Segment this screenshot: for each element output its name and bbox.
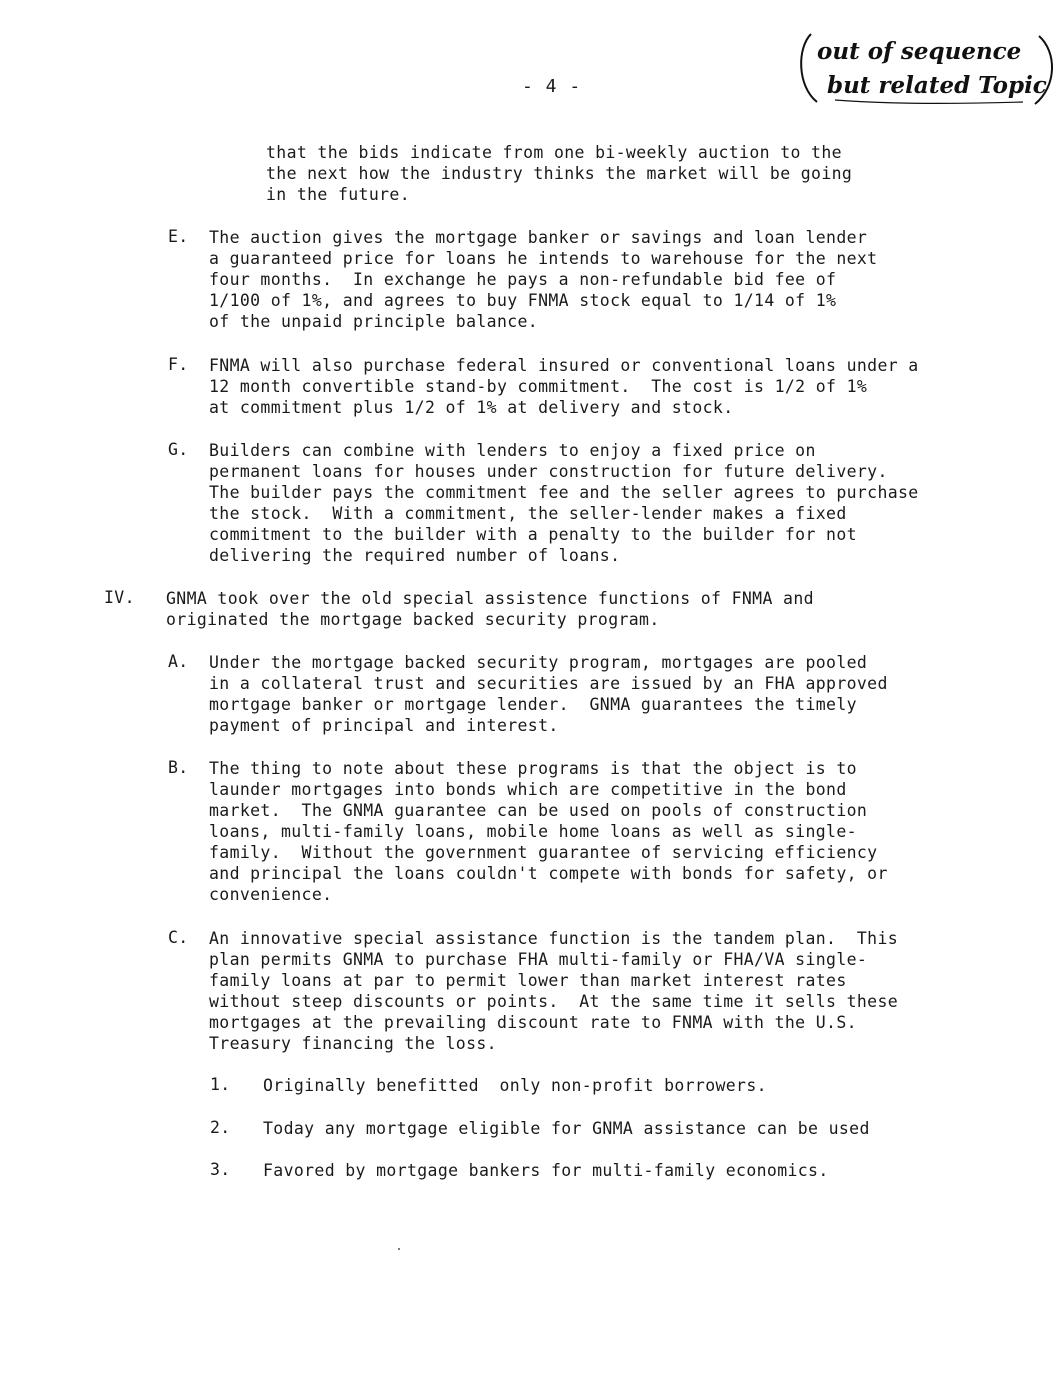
text-line: at commitment plus 1/2 of 1% at delivery and stock. xyxy=(209,398,734,417)
subitem-marker: 3. xyxy=(210,1160,231,1179)
text-line: mortgage banker or mortgage lender. GNMA guarantees the timely xyxy=(209,695,857,714)
text-line: a guaranteed price for loans he intends to warehouse for the next xyxy=(209,249,878,268)
text-line: FNMA will also purchase federal insured or conventional loans under a xyxy=(209,356,919,375)
text-line: permanent loans for houses under construction for future delivery. xyxy=(209,462,888,481)
text-line: in the future. xyxy=(266,185,410,204)
text-line: The thing to note about these programs is that the object is to xyxy=(209,759,857,778)
text-line: without steep discounts or points. At the same time it sells these xyxy=(209,992,899,1011)
text-line: The auction gives the mortgage banker or savings and loan lender xyxy=(209,228,868,247)
text-line: An innovative special assistance function is the tandem plan. This xyxy=(209,929,899,948)
item-marker: G. xyxy=(168,440,189,459)
text-line: GNMA took over the old special assistence functions of FNMA and xyxy=(166,589,814,608)
subitem-3 xyxy=(263,1160,829,1181)
text-line: 1/100 of 1%, and agrees to buy FNMA stock equal to 1/14 of 1% xyxy=(209,291,837,310)
subitem-marker: 2. xyxy=(210,1118,231,1137)
text-line: family. Without the government guarantee of servicing efficiency xyxy=(209,843,878,862)
text-line: in a collateral trust and securities are issued by an FHA approved xyxy=(209,674,888,693)
text-line: of the unpaid principle balance. xyxy=(209,312,539,331)
text-line: convenience. xyxy=(209,885,333,904)
text-line: loans, multi-family loans, mobile home loans as well as single- xyxy=(209,822,857,841)
text-line: market. The GNMA guarantee can be used on pools of construction xyxy=(209,801,868,820)
text-line: Favored by mortgage bankers for multi-family economics. xyxy=(263,1161,829,1180)
text-line: payment of principal and interest. xyxy=(209,716,559,735)
text-line: plan permits GNMA to purchase FHA multi-family or FHA/VA single- xyxy=(209,950,868,969)
section-marker: IV. xyxy=(104,588,135,607)
subitem-1 xyxy=(263,1075,767,1096)
handwritten-note xyxy=(795,30,1057,108)
item-marker: B. xyxy=(168,758,189,777)
text-line: 12 month convertible stand-by commitment. The cost is 1/2 of 1% xyxy=(209,377,868,396)
text-line: commitment to the builder with a penalty to the builder for not xyxy=(209,525,857,544)
text-line: mortgages at the prevailing discount rate to FNMA with the U.S. xyxy=(209,1013,857,1032)
stray-mark xyxy=(398,1248,400,1250)
item-c-paragraph xyxy=(209,928,898,1054)
text-line: launder mortgages into bonds which are competitive in the bond xyxy=(209,780,847,799)
text-line: Today any mortgage eligible for GNMA assistance can be used xyxy=(263,1119,870,1138)
item-a-paragraph xyxy=(209,652,888,736)
text-line: originated the mortgage backed security program. xyxy=(166,610,660,629)
page-number: - 4 - xyxy=(522,76,582,97)
continuation-paragraph xyxy=(266,142,852,205)
text-line: Builders can combine with lenders to enjoy a fixed price on xyxy=(209,441,816,460)
item-g-paragraph xyxy=(209,440,919,566)
text-line: Under the mortgage backed security program, mortgages are pooled xyxy=(209,653,868,672)
section-iv-paragraph xyxy=(166,588,814,630)
text-line: family loans at par to permit lower than market interest rates xyxy=(209,971,847,990)
item-marker: F. xyxy=(168,355,189,374)
text-line: four months. In exchange he pays a non-refundable bid fee of xyxy=(209,270,837,289)
item-f-paragraph xyxy=(209,355,919,418)
item-marker: E. xyxy=(168,227,189,246)
item-marker: A. xyxy=(168,652,189,671)
text-line: the stock. With a commitment, the seller-lender makes a fixed xyxy=(209,504,847,523)
text-line: that the bids indicate from one bi-weekly auction to the xyxy=(266,143,842,162)
text-line: delivering the required number of loans. xyxy=(209,546,621,565)
item-b-paragraph xyxy=(209,758,888,905)
subitem-2 xyxy=(263,1118,870,1139)
subitem-marker: 1. xyxy=(210,1075,231,1094)
text-line: the next how the industry thinks the market will be going xyxy=(266,164,853,183)
text-line: The builder pays the commitment fee and the seller agrees to purchase xyxy=(209,483,919,502)
item-e-paragraph xyxy=(209,227,877,332)
handwritten-note-line-2: but related Topic xyxy=(827,72,1047,99)
text-line: Treasury financing the loss. xyxy=(209,1034,497,1053)
handwritten-note-line-1: out of sequence xyxy=(817,38,1022,65)
text-line: Originally benefitted only non-profit borrowers. xyxy=(263,1076,767,1095)
item-marker: C. xyxy=(168,928,189,947)
text-line: and principal the loans couldn't compete with bonds for safety, or xyxy=(209,864,888,883)
